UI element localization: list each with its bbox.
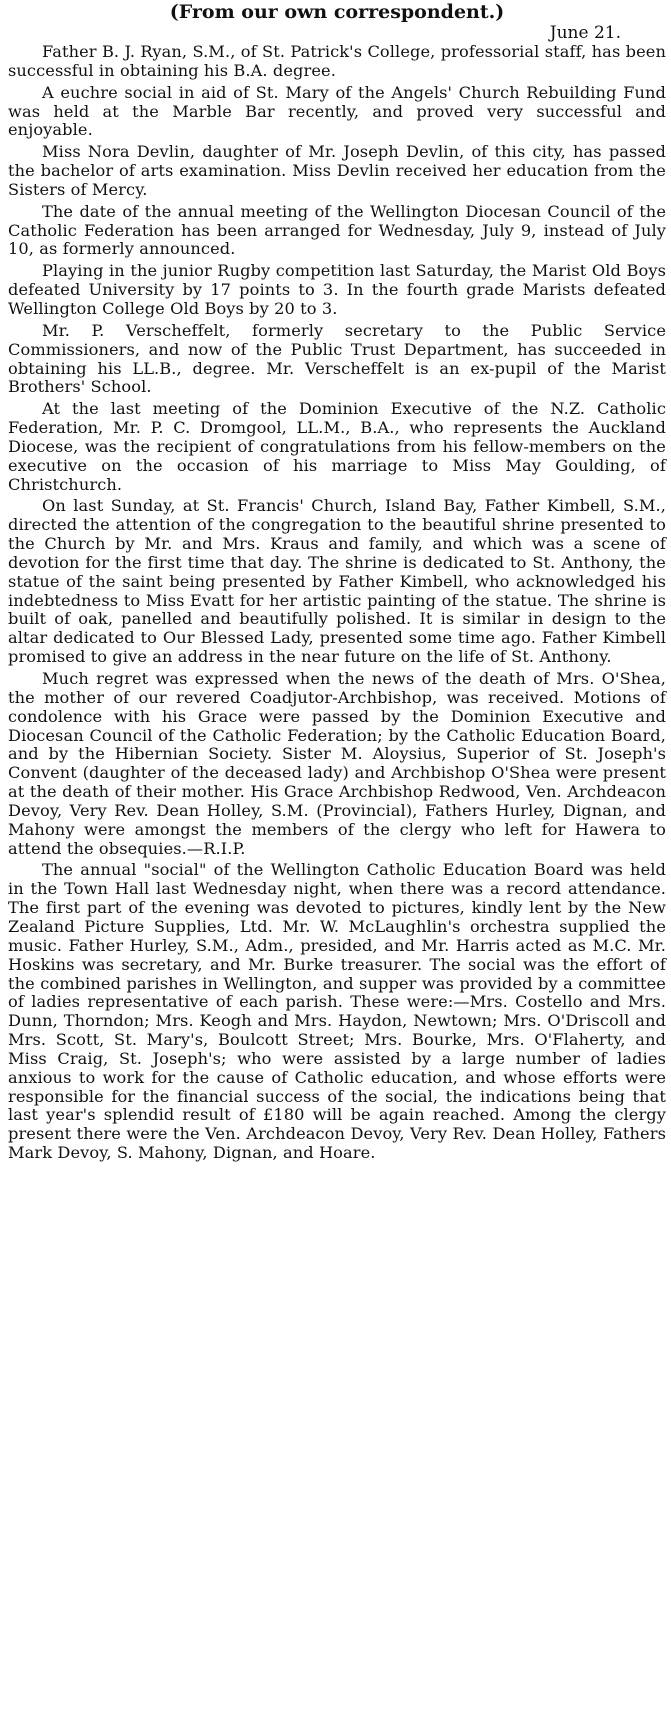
article-date: June 21. xyxy=(549,23,621,43)
paragraph-ryan-degree: Father B. J. Ryan, S.M., of St. Patrick's College, professorial staff, has been successful in obtaining his B.A. degree. xyxy=(8,42,666,80)
paragraph-rugby-results: Playing in the junior Rugby competition last Saturday, the Marist Old Boys defeated University by 17 points to 3. In the fourth grade Marists defeated Wellington College Old Boys by 20 to 3. xyxy=(8,261,666,318)
paragraph-verscheffelt-degree: Mr. P. Verscheffelt, formerly secretary to the Public Service Commissioners, and now of the Public Trust Department, has succeeded in obtaining his LL.B., degree. Mr. Verscheffelt is an ex-pupil of the Marist Brothers' School. xyxy=(8,320,666,397)
paragraph-federation-meeting: The date of the annual meeting of the Wellington Diocesan Council of the Catholic Federation has been arranged for Wednesday, July 9, instead of July 10, as formerly announced. xyxy=(8,201,666,259)
article-heading: (From our own correspondent.) xyxy=(169,1,505,23)
paragraph-dromgool-marriage: At the last meeting of the Dominion Executive of the N.Z. Catholic Federation, Mr. P. C. Dromgool, LL.M., B.A., who represents the Auckland Diocese, was the recipient of congratulations from his fellow-members on the executive on the occasion of his marriage to Miss May Goulding, of Christchurch. xyxy=(8,399,666,494)
paragraph-education-social: The annual "social" of the Wellington Catholic Education Board was held in the Town Hall last Wednesday night, when there was a record attendance. The first part of the evening was devoted to pictures, kindly lent by the New Zealand Picture Supplies, Ltd. Mr. W. McLaughlin's orchestra supplied the music. Father Hurley, S.M., Adm., presided, and Mr. Harris acted as M.C. Mr. Hoskins was secretary, and Mr. Burke treasurer. The social was the effort of the combined parishes in Wellington, and supper was provided by a committee of ladies representative of each parish. These were:—Mrs. Costello and Mrs. Dunn, Thorndon; Mrs. Keogh and Mrs. Haydon, Newtown; Mrs. O'Driscoll and Mrs. Scott, St. Mary's, Boulcott Street; Mrs. Bourke, Mrs. O'Flaherty, and Miss Craig, St. Joseph's; who were assisted by a large number of ladies anxious to work for the cause of Catholic education, and whose efforts were responsible for the financial success of the social, the indications being that last year's splendid result of £180 will be again reached. Among the clergy present there were the Ven. Archdeacon Devoy, Very Rev. Dean Holley, Fathers Mark Devoy, S. Mahony, Dignan, and Hoare. xyxy=(8,860,666,1163)
paragraph-oshea-death: Much regret was expressed when the news of the death of Mrs. O'Shea, the mother of our revered Coadjutor-Archbishop, was received. Motions of condolence with his Grace were passed by the Dominion Executive and Diocesan Council of the Catholic Federation; by the Catholic Education Board, and by the Hibernian Society. Sister M. Aloysius, Superior of St. Joseph's Convent (daughter of the deceased lady) and Archbishop O'Shea were present at the death of their mother. His Grace Archbishop Redwood, Ven. Archdeacon Devoy, Very Rev. Dean Holley, S.M. (Provincial), Fathers Hurley, Dignan, and Mahony were amongst the members of the clergy who left for Hawera to attend the obsequies.—R.I.P. xyxy=(8,669,666,858)
paragraph-shrine-island-bay: On last Sunday, at St. Francis' Church, Island Bay, Father Kimbell, S.M., directed the attention of the congregation to the beautiful shrine presented to the Church by Mr. and Mrs. Kraus and family, and which was a scene of devotion for the first time that day. The shrine is dedicated to St. Anthony, the statue of the saint being presented by Father Kimbell, who acknowledged his indebtedness to Miss Evatt for her artistic painting of the statue. The shrine is built of oak, panelled and beautifully polished. It is similar in design to the altar dedicated to Our Blessed Lady, presented some time ago. Father Kimbell promised to give an address in the near future on the life of St. Anthony. xyxy=(8,496,666,667)
paragraph-devlin-exam: Miss Nora Devlin, daughter of Mr. Joseph Devlin, of this city, has passed the bachelor of arts examination. Miss Devlin received her education from the Sisters of Mercy. xyxy=(8,142,666,199)
paragraph-euchre-social: A euchre social in aid of St. Mary of the Angels' Church Rebuilding Fund was held at the Marble Bar recently, and proved very successful and enjoyable. xyxy=(8,82,666,140)
